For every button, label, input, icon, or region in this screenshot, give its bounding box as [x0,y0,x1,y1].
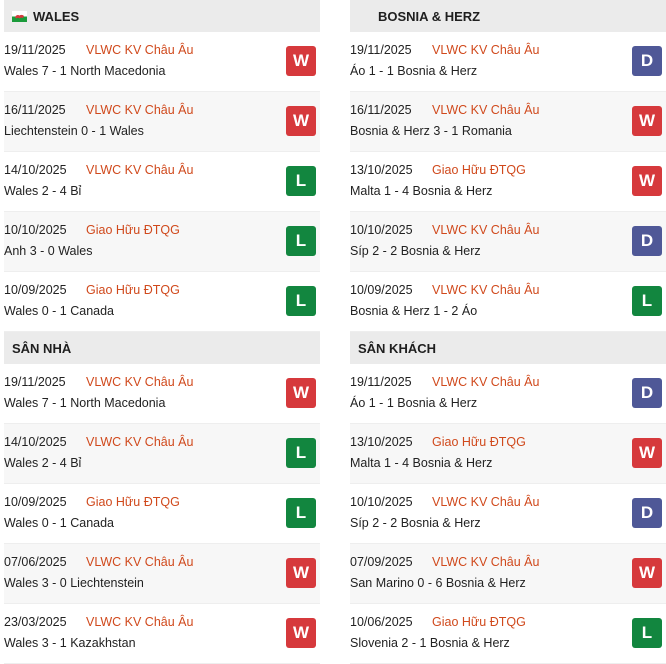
match-score: Bosnia & Herz 1 - 2 Áo [350,304,478,318]
competition-link[interactable]: Giao Hữu ĐTQG [86,223,180,237]
match-row[interactable] [4,32,320,92]
match-row[interactable] [350,424,666,484]
match-date: 14/10/2025 [4,163,67,177]
match-row[interactable] [350,32,666,92]
match-date: 13/10/2025 [350,163,413,177]
match-score: Wales 2 - 4 Bỉ [4,184,82,198]
match-date: 10/10/2025 [350,495,413,509]
section-title: SÂN KHÁCH [358,340,436,356]
result-badge: W [632,438,662,468]
competition-link[interactable]: VLWC KV Châu Âu [432,103,540,117]
result-badge: D [632,378,662,408]
competition-link[interactable]: Giao Hữu ĐTQG [432,615,526,629]
match-date: 19/11/2025 [350,43,412,57]
match-row[interactable] [350,604,666,664]
section-header-wales [4,0,320,32]
match-date: 10/09/2025 [4,495,67,509]
competition-link[interactable]: VLWC KV Châu Âu [86,435,194,449]
right-column [350,0,666,664]
match-date: 23/03/2025 [4,615,67,629]
match-row[interactable] [350,212,666,272]
competition-link[interactable]: VLWC KV Châu Âu [432,283,540,297]
match-score: Liechtenstein 0 - 1 Wales [4,124,144,138]
competition-link[interactable]: Giao Hữu ĐTQG [86,495,180,509]
section-header-bosnia [350,0,666,32]
competition-link[interactable]: Giao Hữu ĐTQG [432,163,526,177]
match-score: Wales 2 - 4 Bỉ [4,456,82,470]
match-score: Wales 3 - 0 Liechtenstein [4,576,144,590]
competition-link[interactable]: VLWC KV Châu Âu [86,555,194,569]
match-date: 14/10/2025 [4,435,67,449]
result-badge: W [286,46,316,76]
match-list [4,364,320,664]
section-header-away [350,332,666,364]
match-date: 10/10/2025 [350,223,413,237]
competition-link[interactable]: VLWC KV Châu Âu [86,163,194,177]
result-badge: W [632,558,662,588]
match-score: Malta 1 - 4 Bosnia & Herz [350,456,493,470]
match-score: Síp 2 - 2 Bosnia & Herz [350,244,481,258]
match-date: 10/09/2025 [4,283,67,297]
match-row[interactable] [4,272,320,332]
match-score: San Marino 0 - 6 Bosnia & Herz [350,576,526,590]
match-date: 19/11/2025 [350,375,412,389]
match-row[interactable] [4,92,320,152]
match-score: Anh 3 - 0 Wales [4,244,93,258]
match-row[interactable] [350,364,666,424]
result-badge: L [286,438,316,468]
result-badge: W [286,106,316,136]
result-badge: L [286,498,316,528]
match-row[interactable] [350,544,666,604]
match-score: Slovenia 2 - 1 Bosnia & Herz [350,636,510,650]
result-badge: L [632,286,662,316]
result-badge: D [632,46,662,76]
section-title: BOSNIA & HERZ [378,8,481,24]
result-badge: D [632,498,662,528]
match-row[interactable] [350,152,666,212]
result-badge: W [286,558,316,588]
away-section [350,332,666,664]
match-row[interactable] [350,484,666,544]
match-score: Síp 2 - 2 Bosnia & Herz [350,516,481,530]
match-list [4,32,320,332]
result-badge: L [286,166,316,196]
result-badge: W [632,166,662,196]
match-date: 07/09/2025 [350,555,413,569]
bosnia-recent-section [350,0,666,332]
match-score: Wales 7 - 1 North Macedonia [4,396,166,410]
match-date: 07/06/2025 [4,555,67,569]
result-badge: L [286,286,316,316]
competition-link[interactable]: VLWC KV Châu Âu [432,555,540,569]
match-list [350,364,666,664]
competition-link[interactable]: VLWC KV Châu Âu [432,375,540,389]
match-date: 10/09/2025 [350,283,413,297]
match-row[interactable] [4,212,320,272]
result-badge: W [632,106,662,136]
competition-link[interactable]: VLWC KV Châu Âu [432,223,540,237]
match-date: 19/11/2025 [4,375,66,389]
left-column [4,0,320,664]
result-badge: D [632,226,662,256]
match-row[interactable] [4,484,320,544]
result-badge: L [632,618,662,648]
match-score: Wales 3 - 1 Kazakhstan [4,636,136,650]
section-title: SÂN NHÀ [12,340,72,356]
match-date: 10/10/2025 [4,223,67,237]
match-row[interactable] [350,92,666,152]
wales-flag-icon [12,11,27,22]
match-row[interactable] [4,152,320,212]
match-score: Malta 1 - 4 Bosnia & Herz [350,184,493,198]
match-date: 13/10/2025 [350,435,413,449]
result-badge: L [286,226,316,256]
wales-recent-section [4,0,320,332]
competition-link[interactable]: VLWC KV Châu Âu [86,375,194,389]
match-row[interactable] [4,364,320,424]
competition-link[interactable]: VLWC KV Châu Âu [86,615,194,629]
section-title: WALES [33,8,80,24]
section-header-home [4,332,320,364]
competition-link[interactable]: VLWC KV Châu Âu [86,103,194,117]
match-row[interactable] [350,272,666,332]
match-row[interactable] [4,424,320,484]
home-section [4,332,320,664]
match-date: 16/11/2025 [4,103,66,117]
match-date: 10/06/2025 [350,615,413,629]
match-score: Áo 1 - 1 Bosnia & Herz [350,396,478,410]
match-score: Wales 0 - 1 Canada [4,516,115,530]
match-score: Bosnia & Herz 3 - 1 Romania [350,124,512,138]
competition-link[interactable]: Giao Hữu ĐTQG [432,435,526,449]
match-score: Áo 1 - 1 Bosnia & Herz [350,64,478,78]
result-badge: W [286,618,316,648]
match-row[interactable] [4,544,320,604]
match-date: 19/11/2025 [4,43,66,57]
competition-link[interactable]: VLWC KV Châu Âu [432,495,540,509]
competition-link[interactable]: VLWC KV Châu Âu [86,43,194,57]
match-score: Wales 0 - 1 Canada [4,304,115,318]
competition-link[interactable]: Giao Hữu ĐTQG [86,283,180,297]
match-date: 16/11/2025 [350,103,412,117]
match-score: Wales 7 - 1 North Macedonia [4,64,166,78]
match-list [350,32,666,332]
competition-link[interactable]: VLWC KV Châu Âu [432,43,540,57]
result-badge: W [286,378,316,408]
match-row[interactable] [4,604,320,664]
